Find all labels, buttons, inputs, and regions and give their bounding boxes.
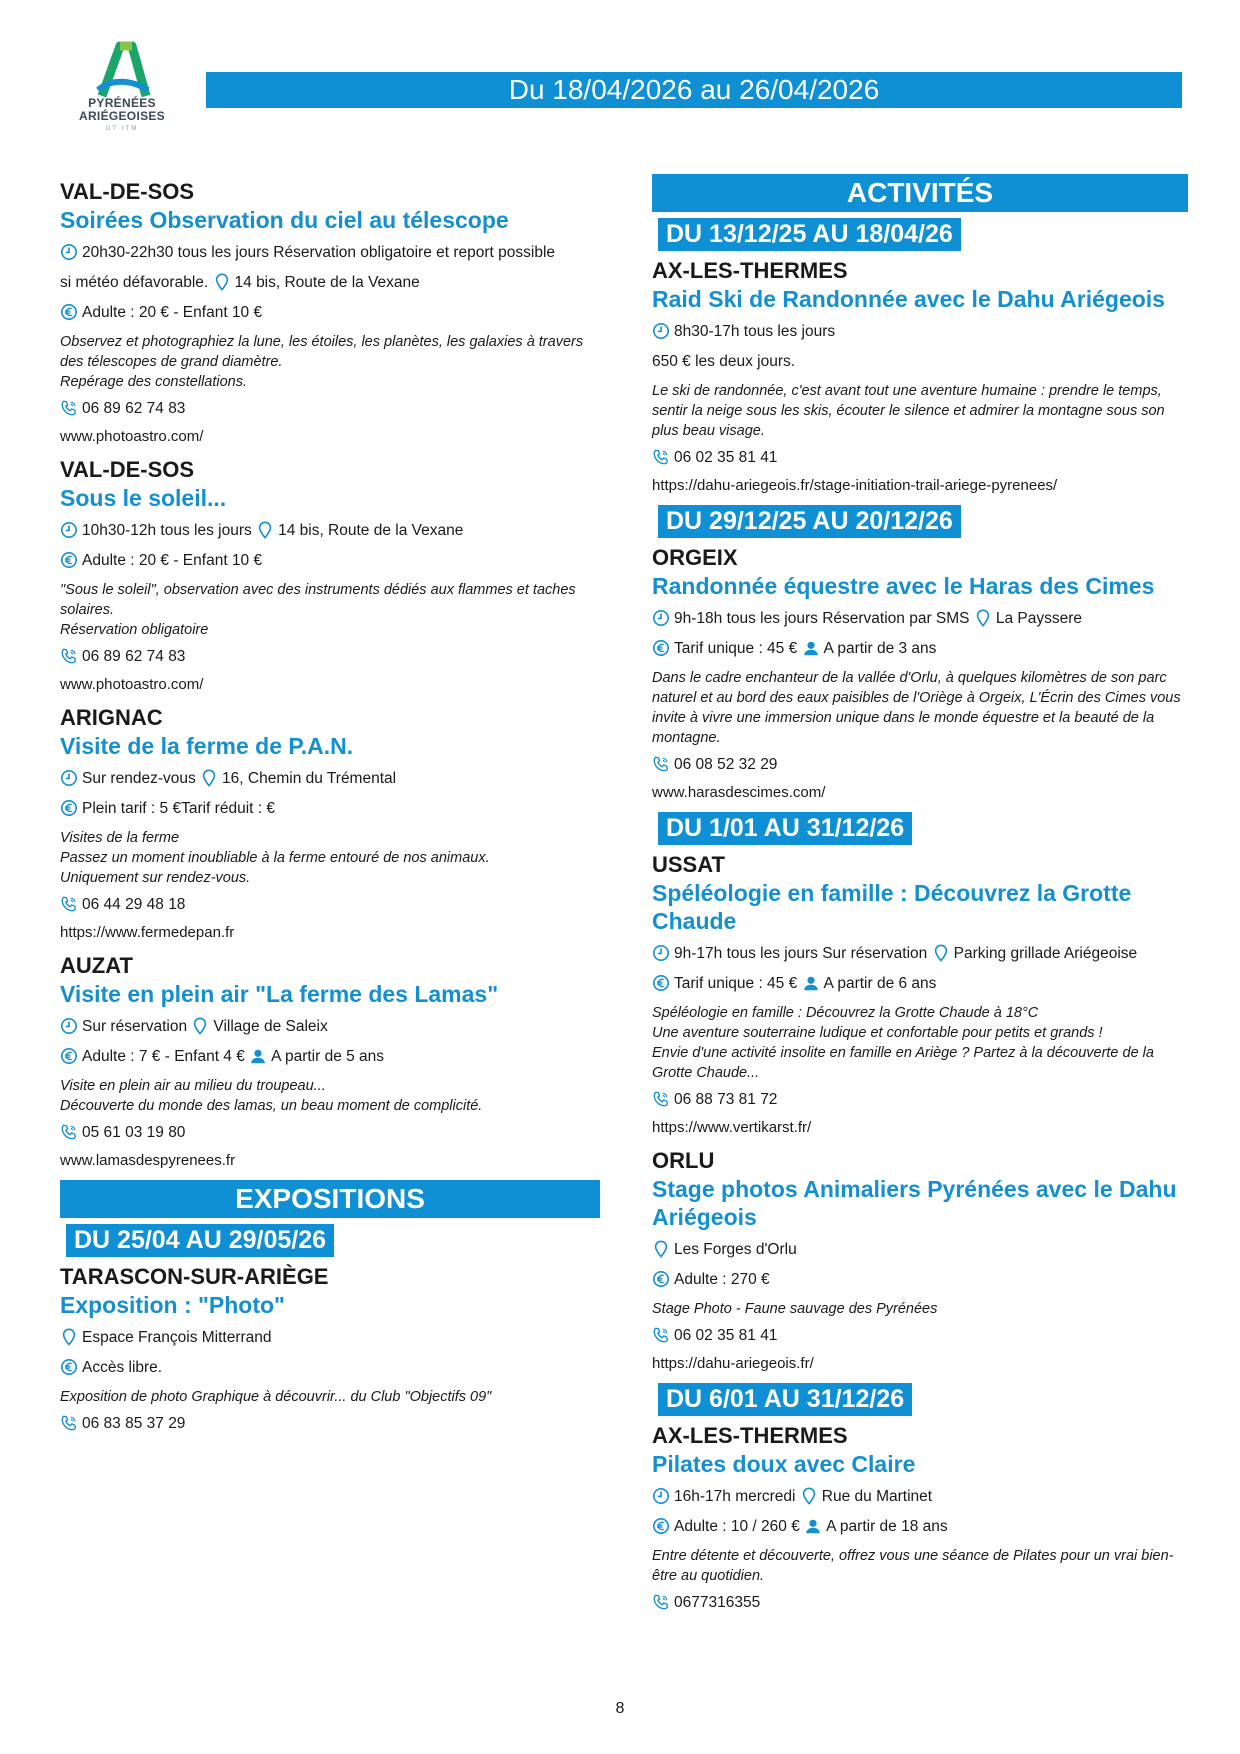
phone-icon — [60, 895, 78, 913]
euro-icon — [60, 1358, 78, 1376]
event-town: ORGEIX — [652, 545, 738, 570]
location-pin-icon — [652, 1240, 670, 1258]
clock-icon — [60, 243, 78, 261]
event-title[interactable]: Spéléologie en famille : Découvrez la Grotte Chaude — [652, 880, 1132, 934]
event-town: USSAT — [652, 852, 725, 877]
date-range-label: DU 25/04 AU 29/05/26 — [66, 1224, 334, 1257]
event-place: 14 bis, Route de la Vexane — [278, 522, 464, 539]
location-pin-icon — [256, 521, 274, 539]
event-title[interactable]: Exposition : "Photo" — [60, 1292, 285, 1318]
event-phone[interactable]: 06 89 62 74 83 — [82, 648, 186, 665]
event-description: Visite en plein air au milieu du troupeau... Découverte du monde des lamas, un beau moment de complicité. — [60, 1078, 483, 1114]
event-url[interactable]: www.lamasdespyrenees.fr — [60, 1152, 236, 1169]
euro-icon — [60, 799, 78, 817]
event-title[interactable]: Randonnée équestre avec le Haras des Cimes — [652, 573, 1155, 599]
event-phone[interactable]: 06 44 29 48 18 — [82, 896, 186, 913]
event-age: A partir de 18 ans — [826, 1518, 948, 1535]
event-time: 9h-18h tous les jours Réservation par SMS — [674, 610, 970, 627]
event-card — [60, 1263, 600, 1439]
event-time: 8h30-17h tous les jours — [674, 323, 836, 340]
event-place: La Payssere — [995, 610, 1082, 627]
date-range-label: DU 6/01 AU 31/12/26 — [658, 1383, 912, 1416]
section-header-activites: ACTIVITÉS — [652, 174, 1188, 212]
person-icon — [249, 1047, 267, 1065]
phone-icon — [60, 647, 78, 665]
event-time: 9h-17h tous les jours Sur réservation — [674, 945, 928, 962]
event-url[interactable]: https://www.vertikarst.fr/ — [652, 1119, 812, 1136]
event-town: TARASCON-SUR-ARIÈGE — [60, 1264, 329, 1289]
event-url[interactable]: https://www.fermedepan.fr — [60, 924, 235, 941]
clock-icon — [652, 322, 670, 340]
location-pin-icon — [60, 1328, 78, 1346]
event-place: Les Forges d'Orlu — [674, 1241, 797, 1258]
event-phone[interactable]: 06 08 52 32 29 — [674, 756, 778, 773]
event-place: Village de Saleix — [213, 1018, 328, 1035]
location-pin-icon — [974, 609, 992, 627]
event-price: Adulte : 20 € - Enfant 10 € — [82, 304, 263, 321]
event-description: "Sous le soleil", observation avec des instruments dédiés aux flammes et taches solaires. Réservation obligatoire — [60, 582, 576, 638]
event-age: A partir de 3 ans — [823, 640, 937, 657]
event-title[interactable]: Visite de la ferme de P.A.N. — [60, 733, 354, 759]
event-phone[interactable]: 05 61 03 19 80 — [82, 1124, 186, 1141]
event-phone[interactable]: 06 88 73 81 72 — [674, 1091, 778, 1108]
logo-text: PYRÉNÉES ARIÉGEOISES — [79, 96, 165, 123]
event-title[interactable]: Pilates doux avec Claire — [652, 1451, 916, 1477]
clock-icon — [652, 609, 670, 627]
event-title[interactable]: Visite en plein air "La ferme des Lamas" — [60, 981, 499, 1007]
event-price: Adulte : 270 € — [674, 1271, 770, 1288]
event-price: Tarif unique : 45 € — [674, 640, 798, 657]
event-title[interactable]: Sous le soleil... — [60, 485, 227, 511]
clock-icon — [60, 1017, 78, 1035]
event-town: ORLU — [652, 1148, 715, 1173]
event-description: Visites de la ferme Passez un moment inoubliable à la ferme entouré de nos animaux. Uniquement sur rendez-vous. — [60, 830, 490, 886]
event-town: ARIGNAC — [60, 705, 163, 730]
event-time: 10h30-12h tous les jours — [82, 522, 252, 539]
event-time: 16h-17h mercredi — [674, 1488, 796, 1505]
left-column — [60, 178, 600, 1439]
clock-icon — [652, 1487, 670, 1505]
event-url[interactable]: www.photoastro.com/ — [60, 428, 204, 445]
event-place: Espace François Mitterrand — [82, 1329, 272, 1346]
event-title[interactable]: Soirées Observation du ciel au télescope — [60, 207, 509, 233]
date-range-label: DU 29/12/25 AU 20/12/26 — [658, 505, 961, 538]
event-phone[interactable]: 06 83 85 37 29 — [82, 1415, 186, 1432]
event-time: 20h30-22h30 tous les jours Réservation obligatoire et report possible — [82, 244, 556, 261]
person-icon — [802, 639, 820, 657]
event-age: A partir de 5 ans — [271, 1048, 385, 1065]
clock-icon — [60, 769, 78, 787]
event-phone[interactable]: 06 02 35 81 41 — [674, 449, 778, 466]
euro-icon — [652, 639, 670, 657]
euro-icon — [60, 1047, 78, 1065]
euro-icon — [60, 551, 78, 569]
event-card — [60, 178, 600, 450]
phone-icon — [60, 399, 78, 417]
event-price: Adulte : 20 € - Enfant 10 € — [82, 552, 263, 569]
event-description: Dans le cadre enchanteur de la vallée d'Orlu, à quelques kilomètres de son parc naturel et au bord des eaux paisibles de l'Oriège à Orgeix, L'Écrin des Cimes vous invite à vivre une immersion unique dans le monde équestre et la beauté de la montagne. — [652, 670, 1181, 746]
event-town: AX-LES-THERMES — [652, 1423, 848, 1448]
event-phone[interactable]: 06 89 62 74 83 — [82, 400, 186, 417]
event-title[interactable]: Stage photos Animaliers Pyrénées avec le Dahu Ariégeois — [652, 1176, 1177, 1230]
phone-icon — [652, 448, 670, 466]
event-place: 14 bis, Route de la Vexane — [234, 274, 420, 291]
event-description: Spéléologie en famille : Découvrez la Grotte Chaude à 18°C Une aventure souterraine ludique et confortable pour petits et grands ! Envie d'une activité insolite en famille en Ariège ? Partez à la découverte de la Grotte Chaude... — [652, 1005, 1154, 1081]
event-town: VAL-DE-SOS — [60, 457, 195, 482]
location-pin-icon — [800, 1487, 818, 1505]
event-card — [60, 704, 600, 946]
event-card — [652, 851, 1188, 1141]
event-url[interactable]: www.harasdescimes.com/ — [652, 784, 826, 801]
event-town: AUZAT — [60, 953, 133, 978]
event-price: Accès libre. — [82, 1359, 163, 1376]
event-title[interactable]: Raid Ski de Randonnée avec le Dahu Ariégeois — [652, 286, 1165, 312]
event-price: 650 € les deux jours. — [652, 353, 796, 370]
event-url[interactable]: https://dahu-ariegeois.fr/stage-initiation-trail-ariege-pyrenees/ — [652, 477, 1058, 494]
event-description: Exposition de photo Graphique à découvrir... du Club "Objectifs 09" — [60, 1389, 492, 1405]
section-header-expositions: EXPOSITIONS — [60, 1180, 600, 1218]
euro-icon — [652, 1517, 670, 1535]
event-price: Tarif unique : 45 € — [674, 975, 798, 992]
person-icon — [802, 974, 820, 992]
event-card — [652, 1147, 1188, 1377]
phone-icon — [652, 755, 670, 773]
date-range-label: DU 13/12/25 AU 18/04/26 — [658, 218, 961, 251]
event-card — [60, 952, 600, 1174]
location-pin-icon — [200, 769, 218, 787]
event-price: Adulte : 7 € - Enfant 4 € — [82, 1048, 245, 1065]
event-town: AX-LES-THERMES — [652, 258, 848, 283]
event-description: Observez et photographiez la lune, les étoiles, les planètes, les galaxies à travers des télescopes de grand diamètre. Repérage des constellations. — [60, 334, 584, 390]
event-description: Le ski de randonnée, c'est avant tout une aventure humaine : prendre le temps, sentir la neige sous les skis, écouter le silence et admirer la montagne sous son plus beau visage. — [652, 383, 1165, 439]
event-card — [652, 257, 1188, 499]
phone-icon — [60, 1123, 78, 1141]
event-card — [60, 456, 600, 698]
euro-icon — [652, 1270, 670, 1288]
euro-icon — [652, 974, 670, 992]
phone-icon — [60, 1414, 78, 1432]
phone-icon — [652, 1593, 670, 1611]
page-number: 8 — [615, 1700, 625, 1717]
event-description: Entre détente et découverte, offrez vous une séance de Pilates pour un vrai bien-être au quotidien. — [652, 1548, 1174, 1584]
phone-icon — [652, 1090, 670, 1108]
date-range-label: DU 1/01 AU 31/12/26 — [658, 812, 912, 845]
phone-icon — [652, 1326, 670, 1344]
event-description: Stage Photo - Faune sauvage des Pyrénées — [652, 1301, 938, 1317]
event-time: Sur rendez-vous — [82, 770, 196, 787]
event-card — [652, 1422, 1188, 1618]
euro-icon — [60, 303, 78, 321]
right-column — [652, 174, 1188, 1618]
event-price: Plein tarif : 5 €Tarif réduit : € — [82, 800, 275, 817]
clock-icon — [60, 521, 78, 539]
event-age: A partir de 6 ans — [823, 975, 937, 992]
event-time-note: si météo défavorable. — [60, 274, 209, 291]
location-pin-icon — [191, 1017, 209, 1035]
event-card — [652, 544, 1188, 806]
logo-icon — [72, 38, 172, 138]
event-time: Sur réservation — [82, 1018, 188, 1035]
event-price: Adulte : 10 / 260 € — [674, 1518, 800, 1535]
event-place: Parking grillade Ariégeoise — [953, 945, 1138, 962]
event-place: 16, Chemin du Trémental — [222, 770, 397, 787]
event-url[interactable]: www.photoastro.com/ — [60, 676, 204, 693]
location-pin-icon — [213, 273, 231, 291]
logo-subtext: OT·ITM — [105, 126, 139, 132]
event-url[interactable]: https://dahu-ariegeois.fr/ — [652, 1355, 814, 1372]
event-town: VAL-DE-SOS — [60, 179, 195, 204]
event-phone[interactable]: 06 02 35 81 41 — [674, 1327, 778, 1344]
event-place: Rue du Martinet — [821, 1488, 933, 1505]
clock-icon — [652, 944, 670, 962]
event-phone[interactable]: 0677316355 — [674, 1594, 761, 1611]
date-range-banner: Du 18/04/2026 au 26/04/2026 — [206, 72, 1182, 108]
person-icon — [804, 1517, 822, 1535]
location-pin-icon — [932, 944, 950, 962]
